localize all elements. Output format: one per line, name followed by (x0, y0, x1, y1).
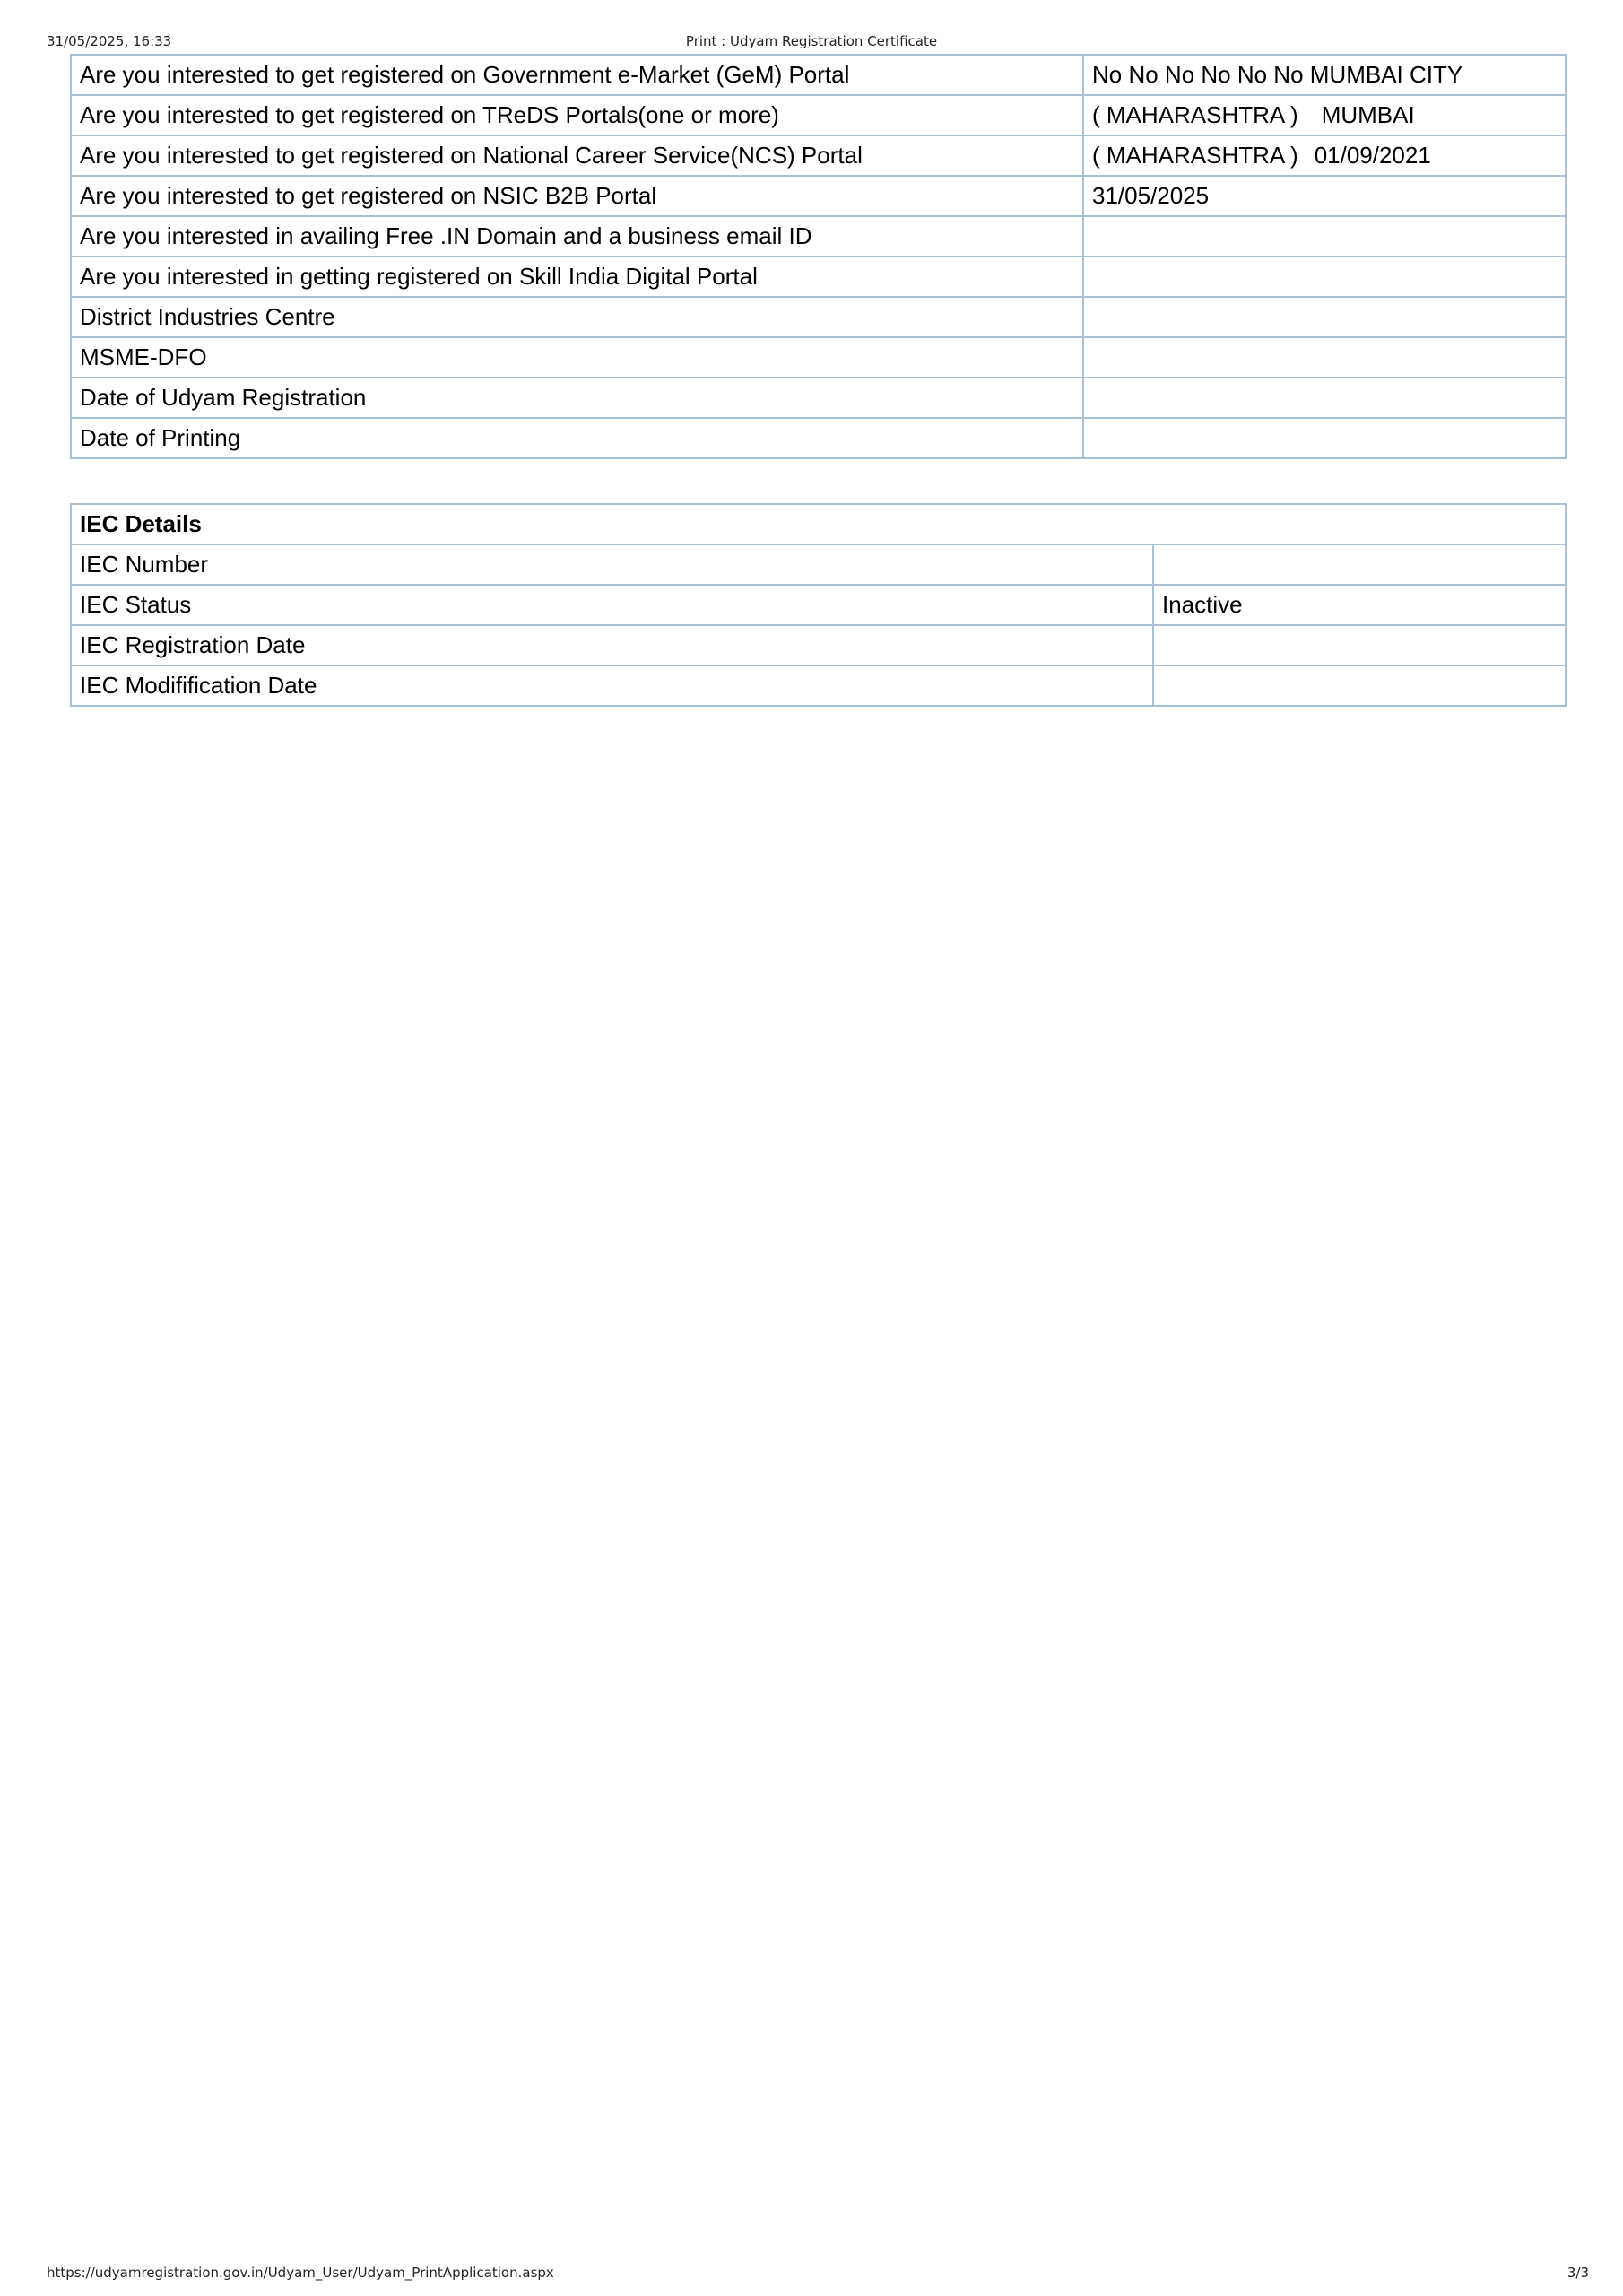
row-value (1083, 135, 1566, 176)
row-value: No No No No No No MUMBAI CITY (1083, 55, 1566, 95)
row-value (1153, 625, 1566, 665)
table-row (71, 625, 1566, 665)
row-label: Are you interested to get registered on NSIC B2B Portal (71, 176, 1083, 216)
row-value-date: 01/09/2021 (1314, 142, 1431, 169)
row-label: IEC Registration Date (71, 625, 1153, 665)
iec-section-title: IEC Details (71, 504, 1566, 544)
row-value (1083, 297, 1566, 337)
row-label: MSME-DFO (71, 337, 1083, 378)
table-row (71, 337, 1566, 378)
table-row (71, 585, 1566, 625)
table-row (71, 55, 1566, 95)
iec-header-row (71, 504, 1566, 544)
table-row (71, 216, 1566, 257)
row-value-state: ( MAHARASHTRA ) (1092, 101, 1298, 128)
registration-details-table (70, 54, 1567, 459)
table-row (71, 95, 1566, 135)
row-value: Inactive (1153, 585, 1566, 625)
row-value-city: MUMBAI (1321, 101, 1415, 128)
table-row (71, 378, 1566, 418)
table-row (71, 544, 1566, 585)
print-datetime: 31/05/2025, 16:33 (47, 33, 172, 49)
print-title: Print : Udyam Registration Certificate (685, 33, 938, 49)
row-label: Are you interested to get registered on TReDS Portals(one or more) (71, 95, 1083, 135)
row-value (1153, 665, 1566, 706)
row-value: 31/05/2025 (1083, 176, 1566, 216)
row-label: Are you interested to get registered on National Career Service(NCS) Portal (71, 135, 1083, 176)
table-row (71, 297, 1566, 337)
table-row (71, 665, 1566, 706)
row-label: Date of Printing (71, 418, 1083, 458)
iec-details-table (70, 503, 1567, 707)
row-value (1083, 95, 1566, 135)
table-row (71, 257, 1566, 297)
page-number: 3/3 (1567, 2265, 1589, 2281)
row-label: IEC Number (71, 544, 1153, 585)
row-value (1083, 378, 1566, 418)
row-value (1083, 337, 1566, 378)
row-label: IEC Status (71, 585, 1153, 625)
row-value (1083, 216, 1566, 257)
table-row (71, 418, 1566, 458)
row-value (1153, 544, 1566, 585)
row-label: Are you interested to get registered on Government e-Market (GeM) Portal (71, 55, 1083, 95)
row-value-state: ( MAHARASHTRA ) (1092, 142, 1298, 169)
table-row (71, 135, 1566, 176)
row-label: District Industries Centre (71, 297, 1083, 337)
row-label: Date of Udyam Registration (71, 378, 1083, 418)
print-url: https://udyamregistration.gov.in/Udyam_User/Udyam_PrintApplication.aspx (47, 2265, 554, 2281)
row-value (1083, 257, 1566, 297)
row-value (1083, 418, 1566, 458)
row-label: Are you interested in availing Free .IN Domain and a business email ID (71, 216, 1083, 257)
table-row (71, 176, 1566, 216)
row-label: Are you interested in getting registered on Skill India Digital Portal (71, 257, 1083, 297)
row-label: IEC Modifification Date (71, 665, 1153, 706)
